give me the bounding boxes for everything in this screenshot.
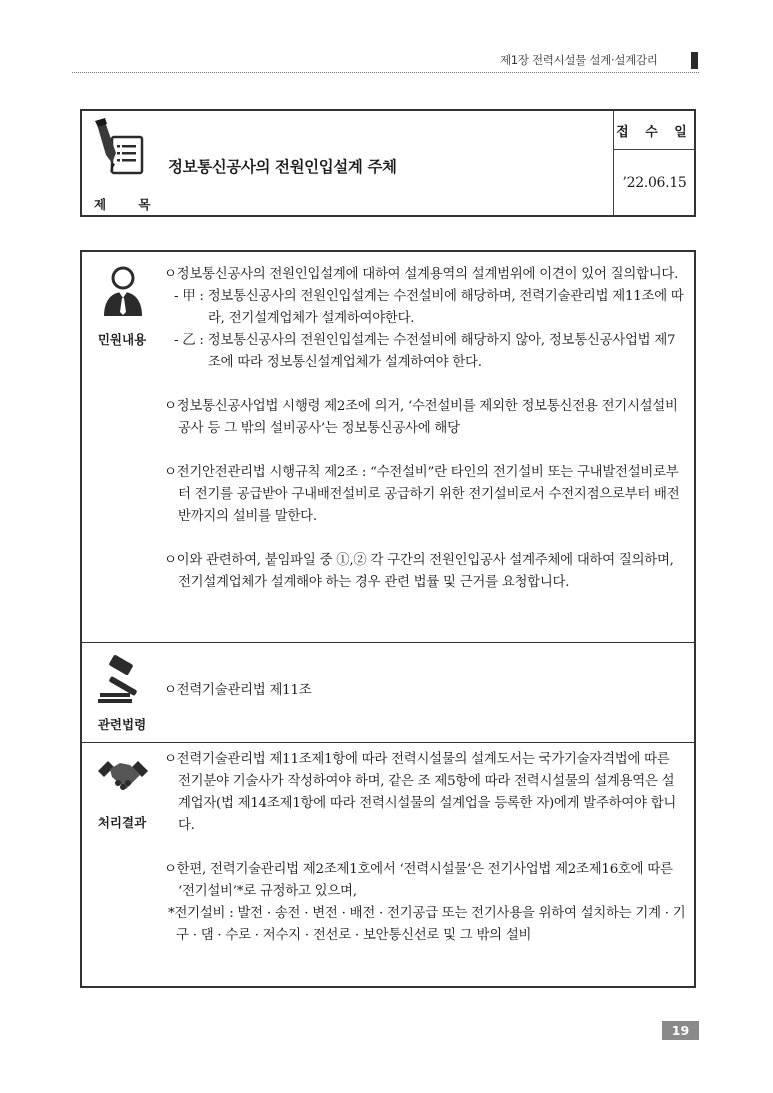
header-bar <box>691 52 698 69</box>
header-divider <box>72 72 699 73</box>
complaint-paragraph: ㅇ이와 관련하여, 붙임파일 중 ①,② 각 구간의 전원인입공사 설계주체에 대하여 질의하며, 전기설계업체가 설계해야 하는 경우 관련 법률 및 근거를 요청합니다. <box>164 553 674 590</box>
title-label: 제 목 <box>94 197 165 212</box>
result-paragraph: ㅇ한편, 전력기술관리법 제2조제1호에서 ‘전력시설물’은 전기사업법 제2조제16호에 따른 ‘전기설비’*로 규정하고 있으며, <box>164 862 673 899</box>
law-label: 관련법령 <box>97 717 147 732</box>
complaint-opinion-b: - 乙 : 정보통신공사의 전원인입설계는 수전설비에 해당하지 않아, 정보통신공사업법 제7조에 따라 정보통신설계업체가 설계하여야 한다. <box>174 333 676 370</box>
law-paragraph: ㅇ전력기술관리법 제11조 <box>164 683 312 698</box>
gavel-icon <box>96 651 150 705</box>
person-icon <box>96 264 150 318</box>
complaint-opinion-a: - 甲 : 정보통신공사의 전원인입설계는 수전설비에 해당하며, 전력기술관리법 제11조에 따라, 전기설계업체가 설계하여야한다. <box>174 289 684 326</box>
complaint-paragraph: ㅇ전기안전관리법 시행규칙 제2조 : “수전설비”란 타인의 전기설비 또는 구내발전설비로부터 전기를 공급받아 구내배전설비로 공급하기 위한 전기설비로서 수전지점으로부터 배전반까지의 설비를 말한다. <box>164 465 680 524</box>
result-footnote: *전기설비 : 발전 · 송전 · 변전 · 배전 · 전기공급 또는 전기사용을 위하여 설치하는 기계 · 기구 · 댐 · 수로 · 저수지 · 전선로 · 보안통신선로 및 그 밖의 설비 <box>168 906 686 943</box>
pen-document-icon <box>90 117 146 177</box>
received-date: ’22.06.15 <box>622 175 687 191</box>
law-section <box>82 642 694 743</box>
result-section <box>82 742 694 989</box>
complaint-section <box>82 252 694 642</box>
complaint-content <box>164 264 686 594</box>
handshake-icon <box>96 749 150 803</box>
content-box <box>80 250 696 988</box>
law-content <box>164 680 686 702</box>
title-box <box>80 109 696 217</box>
complaint-label: 민원내용 <box>97 332 147 347</box>
page-title: 정보통신공사의 전원인입설계 주체 <box>168 158 397 176</box>
complaint-paragraph: ㅇ정보통신공사업법 시행령 제2조에 의거, ‘수전설비를 제외한 정보통신전용 전기시설설비공사 등 그 밖의 설비공사’는 정보통신공사에 해당 <box>164 399 678 436</box>
received-label: 접 수 일 <box>616 125 693 140</box>
result-label: 처리결과 <box>97 815 147 830</box>
result-paragraph: ㅇ전력기술관리법 제11조제1항에 따라 전력시설물의 설계도서는 국가기술자격법에 따른 전기분야 기술사가 작성하여야 하며, 같은 조 제5항에 따라 전력시설물의 설계용역은 설계업자(법 제14조제1항에 따라 전력시설물의 설계업을 등록한 자)에게 발주하여야 합니다. <box>164 752 677 833</box>
page-number: 19 <box>662 1021 699 1040</box>
title-divider-horizontal <box>613 149 694 150</box>
result-content <box>164 749 686 947</box>
complaint-paragraph: ㅇ정보통신공사의 전원인입설계에 대하여 설계용역의 설계범위에 이견이 있어 질의합니다. <box>164 267 679 282</box>
running-header: 제1장 전력시설물 설계·설계감리 <box>500 53 658 67</box>
